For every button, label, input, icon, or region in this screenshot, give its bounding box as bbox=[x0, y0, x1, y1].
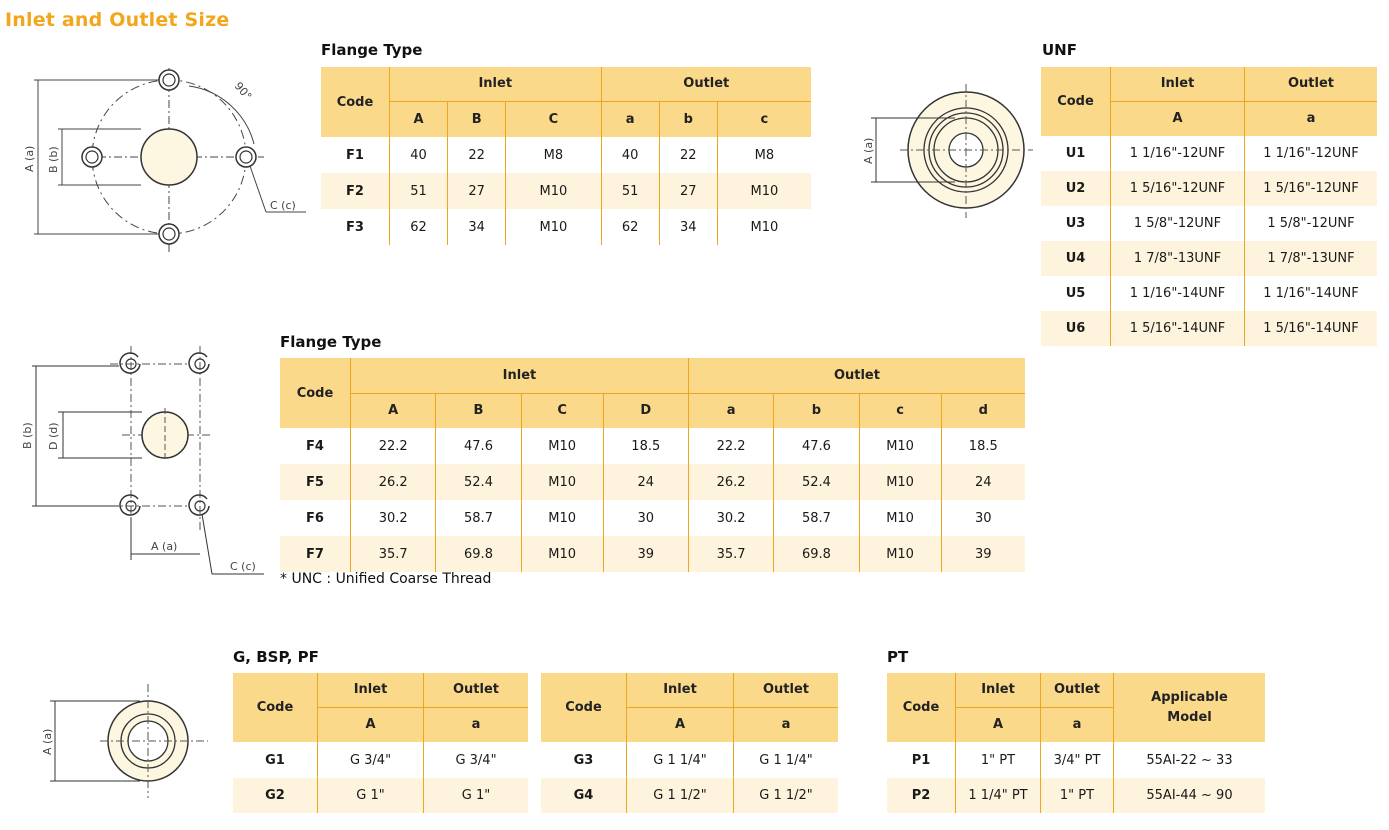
table-cell: 18.5 bbox=[941, 428, 1025, 464]
row-code: G1 bbox=[265, 752, 285, 768]
table-cell: M10 bbox=[859, 464, 941, 500]
table-cell: 1 5/16"-14UNF bbox=[1245, 311, 1378, 346]
table-cell: 1 7/8"-13UNF bbox=[1245, 241, 1378, 276]
flange-round-diagram bbox=[14, 62, 314, 262]
dim-label-c: C (c) bbox=[270, 199, 296, 212]
subheader: b bbox=[774, 393, 859, 428]
row-code: F5 bbox=[280, 464, 351, 500]
row-code: F3 bbox=[346, 219, 364, 235]
table-cell: 34 bbox=[448, 209, 506, 245]
subheader: c bbox=[859, 393, 941, 428]
table-cell: 1 5/16"-12UNF bbox=[1111, 171, 1245, 206]
dim-label-a: A (a) bbox=[151, 540, 178, 553]
table-cell: 1 1/16"-14UNF bbox=[1111, 276, 1245, 311]
outlet-header: Outlet bbox=[1245, 67, 1378, 101]
unf-title: UNF bbox=[1042, 41, 1077, 59]
table-row bbox=[280, 500, 1025, 536]
row-code: U3 bbox=[1065, 216, 1086, 231]
table-cell: 1 7/8"-13UNF bbox=[1111, 241, 1245, 276]
subheader: a bbox=[601, 101, 659, 137]
table-cell: 27 bbox=[448, 173, 506, 209]
table-cell: 3/4" PT bbox=[1041, 742, 1114, 778]
outlet-header: Outlet bbox=[1041, 673, 1114, 707]
table-cell: M10 bbox=[506, 209, 601, 245]
table-row bbox=[1041, 136, 1377, 171]
table-row bbox=[887, 742, 1265, 778]
outlet-header: Outlet bbox=[688, 358, 1025, 393]
inlet-header: Inlet bbox=[1111, 67, 1245, 101]
table-cell: 62 bbox=[601, 209, 659, 245]
table-cell: 39 bbox=[603, 536, 688, 572]
table-row bbox=[1041, 241, 1377, 276]
table-row bbox=[1041, 206, 1377, 241]
dim-label-c: C (c) bbox=[230, 560, 256, 573]
table-cell: M10 bbox=[506, 173, 601, 209]
table-row bbox=[233, 742, 528, 778]
table-cell: M10 bbox=[521, 500, 603, 536]
table-cell: 22 bbox=[448, 137, 506, 173]
row-code: F4 bbox=[306, 438, 324, 454]
table-cell: 51 bbox=[390, 173, 448, 209]
table-row bbox=[321, 209, 811, 245]
table-row bbox=[1041, 171, 1377, 206]
dim-label-a: A (a) bbox=[862, 137, 875, 164]
table-cell: 30.2 bbox=[351, 500, 436, 536]
table-cell: G 1 1/4" bbox=[627, 742, 734, 778]
table-cell: 22.2 bbox=[351, 428, 436, 464]
table-cell: G 1 1/2" bbox=[627, 778, 734, 813]
table-cell: 1 5/8"-12UNF bbox=[1245, 206, 1378, 241]
unf-table bbox=[1041, 67, 1377, 346]
table-cell: G 1" bbox=[318, 778, 424, 813]
table-cell: G 3/4" bbox=[318, 742, 424, 778]
flange-type-title-2: Flange Type bbox=[280, 333, 382, 351]
table-cell: 24 bbox=[941, 464, 1025, 500]
flange-square-diagram bbox=[14, 342, 276, 578]
table-cell: 47.6 bbox=[774, 428, 859, 464]
row-code: U4 bbox=[1041, 241, 1111, 276]
row-code: F6 bbox=[306, 510, 324, 526]
subheader: A bbox=[390, 101, 448, 137]
subheader: A bbox=[956, 707, 1041, 742]
dim-label-b: B (b) bbox=[21, 422, 34, 449]
table-cell: M10 bbox=[521, 428, 603, 464]
subheader: A bbox=[318, 707, 424, 742]
g-bsp-pf-title: G, BSP, PF bbox=[233, 648, 319, 666]
table-cell: 22.2 bbox=[688, 428, 773, 464]
table-cell: 47.6 bbox=[436, 428, 521, 464]
row-code: F1 bbox=[346, 147, 364, 163]
flange-type-table-1 bbox=[321, 67, 811, 245]
table-cell: G 1 1/2" bbox=[734, 778, 839, 813]
page-title: Inlet and Outlet Size bbox=[5, 9, 230, 31]
table-cell: M8 bbox=[717, 137, 811, 173]
subheader: D bbox=[603, 393, 688, 428]
table-row bbox=[280, 428, 1025, 464]
row-code: U1 bbox=[1065, 146, 1086, 161]
inlet-header: Inlet bbox=[390, 67, 602, 101]
table-cell: 1" PT bbox=[1041, 778, 1114, 813]
table-cell: 1 1/16"-14UNF bbox=[1245, 276, 1378, 311]
inlet-header: Inlet bbox=[318, 673, 424, 707]
inlet-header: Inlet bbox=[627, 673, 734, 707]
subheader: a bbox=[1041, 707, 1114, 742]
inlet-header: Inlet bbox=[956, 673, 1041, 707]
table-cell: M10 bbox=[521, 536, 603, 572]
code-header: Code bbox=[887, 673, 956, 742]
row-code: U2 bbox=[1041, 171, 1111, 206]
table-row bbox=[233, 778, 528, 813]
table-row bbox=[280, 464, 1025, 500]
row-code: P1 bbox=[911, 752, 931, 768]
table-row bbox=[887, 778, 1265, 813]
row-code: P2 bbox=[887, 778, 956, 813]
subheader: A bbox=[351, 393, 436, 428]
subheader: A bbox=[1111, 101, 1245, 136]
table-cell: 30 bbox=[603, 500, 688, 536]
table-cell: 30.2 bbox=[688, 500, 773, 536]
code-header: Code bbox=[1041, 67, 1111, 136]
code-header: Code bbox=[541, 673, 627, 742]
table-cell: 1 5/8"-12UNF bbox=[1111, 206, 1245, 241]
table-cell: 52.4 bbox=[436, 464, 521, 500]
table-cell: 51 bbox=[601, 173, 659, 209]
unf-port-diagram bbox=[855, 78, 1035, 238]
table-cell: 62 bbox=[390, 209, 448, 245]
angle-label: 90° bbox=[231, 79, 255, 103]
dim-label-a: A (a) bbox=[23, 145, 36, 172]
table-cell: M10 bbox=[859, 428, 941, 464]
table-cell: 1 5/16"-14UNF bbox=[1111, 311, 1245, 346]
table-cell: M10 bbox=[717, 209, 811, 245]
table-cell: 55AI-22 ~ 33 bbox=[1114, 742, 1266, 778]
dim-label-b: B (b) bbox=[47, 146, 60, 173]
subheader: a bbox=[1245, 101, 1378, 136]
unc-footnote: * UNC : Unified Coarse Thread bbox=[280, 571, 492, 587]
table-cell: 1 1/16"-12UNF bbox=[1111, 136, 1245, 171]
table-cell: 24 bbox=[603, 464, 688, 500]
subheader: B bbox=[436, 393, 521, 428]
table-cell: G 3/4" bbox=[424, 742, 529, 778]
table-cell: 35.7 bbox=[688, 536, 773, 572]
row-code: G3 bbox=[573, 752, 594, 768]
table-row bbox=[321, 137, 811, 173]
table-row bbox=[1041, 276, 1377, 311]
table-cell: M10 bbox=[717, 173, 811, 209]
outlet-header: Outlet bbox=[601, 67, 811, 101]
outlet-header: Outlet bbox=[734, 673, 839, 707]
table-cell: M10 bbox=[859, 536, 941, 572]
subheader: c bbox=[717, 101, 811, 137]
table-cell: 39 bbox=[941, 536, 1025, 572]
dim-label-d: D (d) bbox=[47, 422, 60, 450]
g-bsp-pf-table-right bbox=[541, 673, 838, 813]
subheader: d bbox=[941, 393, 1025, 428]
pt-title: PT bbox=[887, 648, 909, 666]
table-cell: M8 bbox=[506, 137, 601, 173]
code-header: Code bbox=[280, 358, 351, 428]
table-cell: 18.5 bbox=[603, 428, 688, 464]
table-cell: 1 1/4" PT bbox=[956, 778, 1041, 813]
subheader: C bbox=[506, 101, 601, 137]
table-cell: 35.7 bbox=[351, 536, 436, 572]
subheader: B bbox=[448, 101, 506, 137]
row-code: F7 bbox=[280, 536, 351, 572]
row-code: G4 bbox=[541, 778, 627, 813]
table-cell: 55AI-44 ~ 90 bbox=[1114, 778, 1266, 813]
subheader: A bbox=[627, 707, 734, 742]
code-header: Code bbox=[321, 67, 390, 137]
flange-type-table-2 bbox=[280, 358, 1025, 572]
table-cell: 58.7 bbox=[436, 500, 521, 536]
table-cell: 52.4 bbox=[774, 464, 859, 500]
row-code: F2 bbox=[321, 173, 390, 209]
row-code: U6 bbox=[1041, 311, 1111, 346]
row-code: U5 bbox=[1065, 286, 1086, 301]
subheader: a bbox=[734, 707, 839, 742]
table-cell: 1 5/16"-12UNF bbox=[1245, 171, 1378, 206]
applicable-model-header: Applicable Model bbox=[1114, 673, 1266, 742]
table-cell: 1 1/16"-12UNF bbox=[1245, 136, 1378, 171]
table-cell: 34 bbox=[659, 209, 717, 245]
table-cell: 26.2 bbox=[688, 464, 773, 500]
table-cell: 26.2 bbox=[351, 464, 436, 500]
row-code: G2 bbox=[233, 778, 318, 813]
table-cell: M10 bbox=[859, 500, 941, 536]
table-cell: M10 bbox=[521, 464, 603, 500]
subheader: C bbox=[521, 393, 603, 428]
table-row bbox=[541, 742, 838, 778]
dim-label-a: A (a) bbox=[41, 728, 54, 755]
subheader: a bbox=[688, 393, 773, 428]
g-port-diagram bbox=[36, 680, 216, 805]
table-cell: 40 bbox=[390, 137, 448, 173]
table-row bbox=[541, 778, 838, 813]
table-cell: 69.8 bbox=[436, 536, 521, 572]
table-cell: 40 bbox=[601, 137, 659, 173]
table-row bbox=[1041, 311, 1377, 346]
table-row bbox=[321, 173, 811, 209]
table-cell: 30 bbox=[941, 500, 1025, 536]
table-row bbox=[280, 536, 1025, 572]
table-cell: G 1 1/4" bbox=[734, 742, 839, 778]
table-cell: 27 bbox=[659, 173, 717, 209]
table-cell: 22 bbox=[659, 137, 717, 173]
g-bsp-pf-table-left bbox=[233, 673, 528, 813]
flange-type-title-1: Flange Type bbox=[321, 41, 423, 59]
table-cell: 1" PT bbox=[956, 742, 1041, 778]
code-header: Code bbox=[233, 673, 318, 742]
pt-table bbox=[887, 673, 1265, 813]
subheader: b bbox=[659, 101, 717, 137]
inlet-header: Inlet bbox=[351, 358, 689, 393]
table-cell: 58.7 bbox=[774, 500, 859, 536]
outlet-header: Outlet bbox=[424, 673, 529, 707]
subheader: a bbox=[424, 707, 529, 742]
table-cell: G 1" bbox=[424, 778, 529, 813]
table-cell: 69.8 bbox=[774, 536, 859, 572]
